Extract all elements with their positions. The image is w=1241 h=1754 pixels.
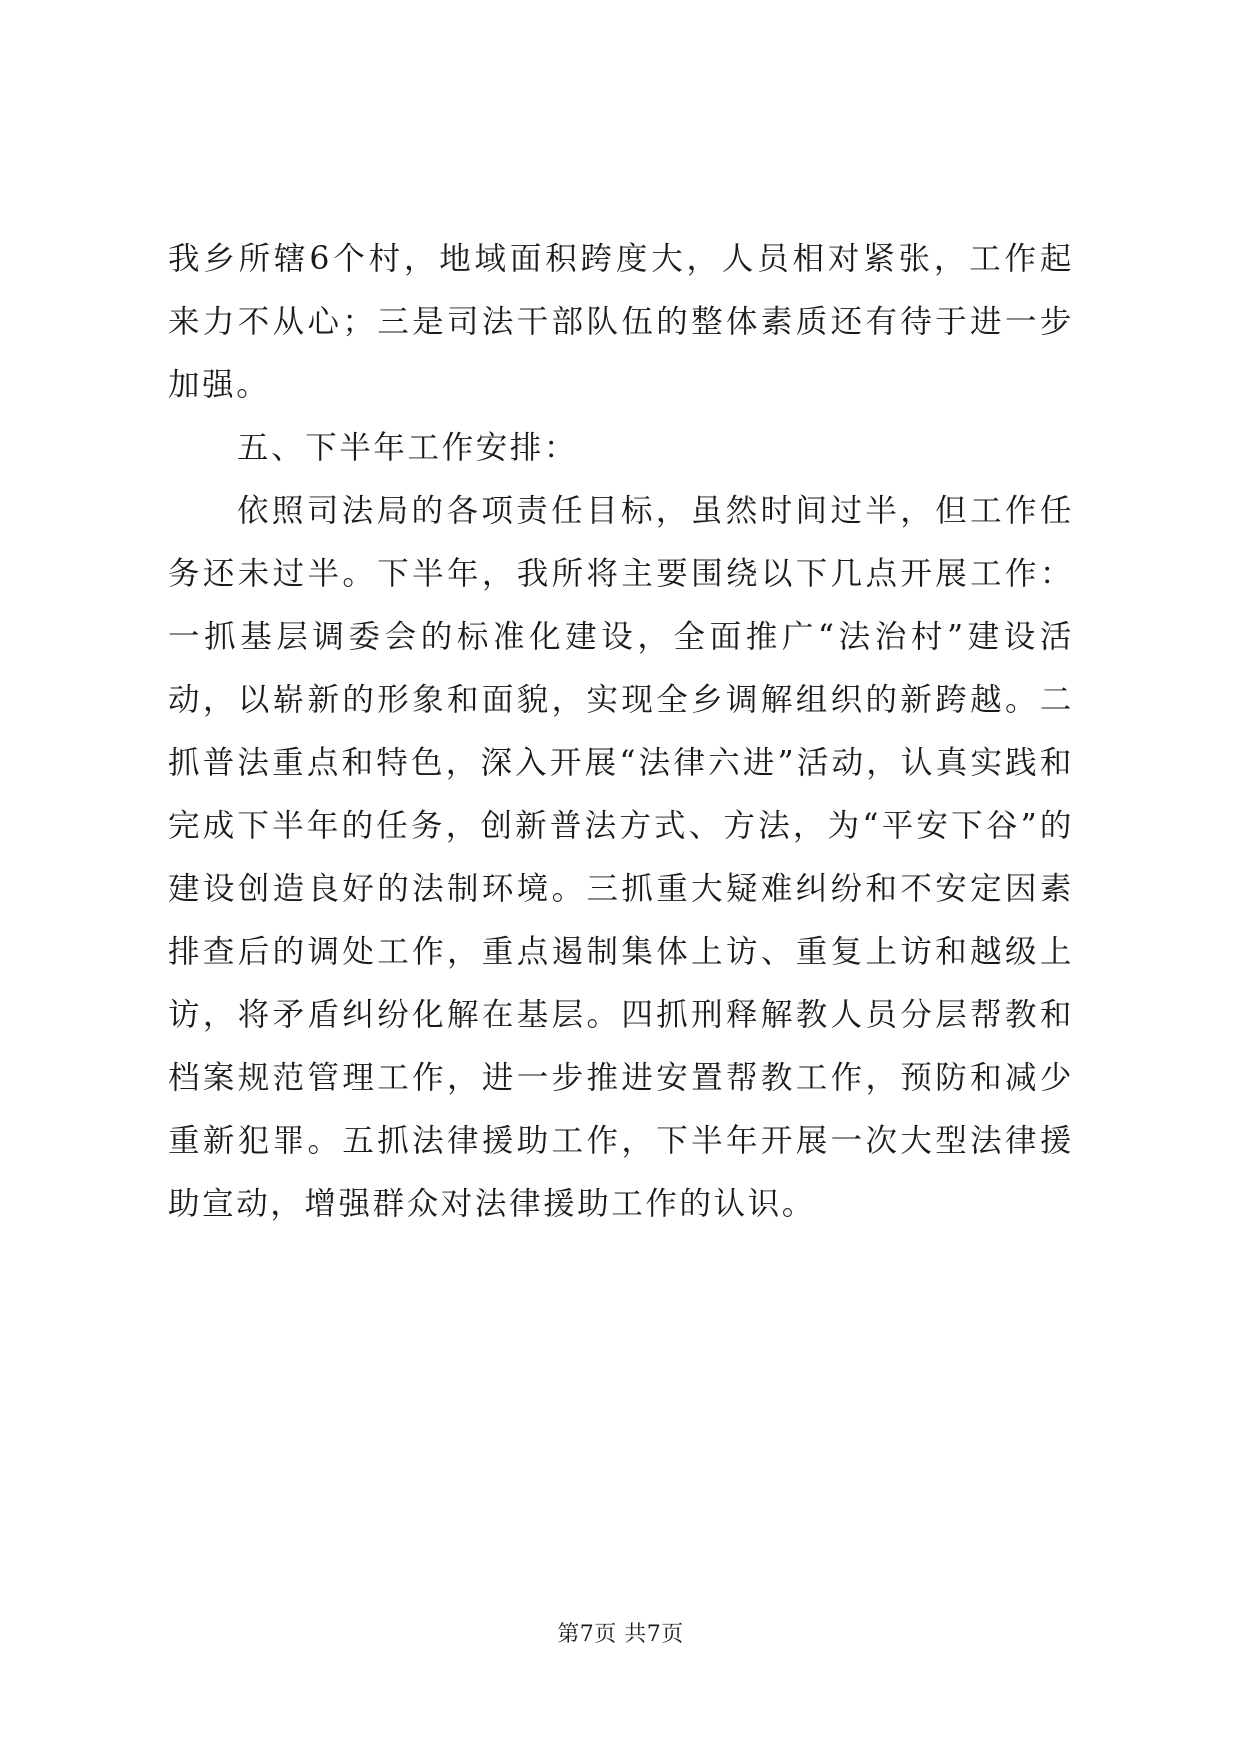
paragraph-work-plan: 依照司法局的各项责任目标，虽然时间过半，但工作任务还未过半。下半年，我所将主要围绕以下几点开展工作：一抓基层调委会的标准化建设，全面推广“法治村”建设活动，以崭新的形象和面貌，实现全乡调解组织的新跨越。二抓普法重点和特色，深入开展“法律六进”活动，认真实践和完成下半年的任务，创新普法方式、方法，为“平安下谷”的建设创造良好的法制环境。三抓重大疑难纠纷和不安定因素排查后的调处工作，重点遏制集体上访、重复上访和越级上访，将矛盾纠纷化解在基层。四抓刑释解教人员分层帮教和档案规范管理工作，进一步推进安置帮教工作，预防和减少重新犯罪。五抓法律援助工作，下半年开展一次大型法律援助宣动，增强群众对法律援助工作的认识。: [168, 493, 1074, 1222]
section-heading: 五、下半年工作安排：: [237, 430, 579, 466]
document-body: [168, 228, 1074, 1236]
paragraph-continuation: 我乡所辖6个村，地域面积跨度大，人员相对紧张，工作起来力不从心；三是司法干部队伍的整体素质还有待于进一步加强。: [168, 241, 1074, 403]
page-number-footer: 第7页 共7页: [557, 1622, 684, 1647]
